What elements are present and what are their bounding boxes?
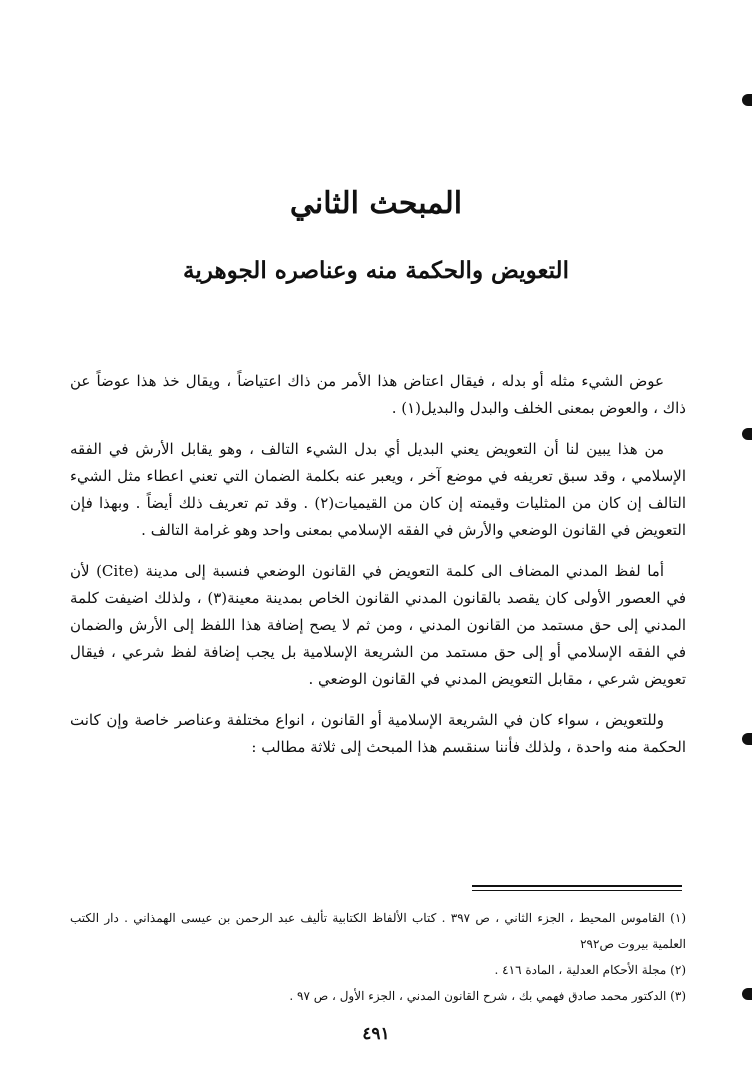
section-title: التعويض والحكمة منه وعناصره الجوهرية: [183, 257, 569, 284]
paragraph-4: وللتعويض ، سواء كان في الشريعة الإسلامية أو القانون ، انواع مختلفة وعناصر خاصة وإن كانت الحكمة منه واحدة ، ولذلك فأننا سنقسم هذا المبحث إلى ثلاثة مطالب :: [70, 711, 686, 756]
scan-edge-mark: [742, 94, 752, 106]
scan-edge-mark: [742, 428, 752, 440]
paragraph-2: من هذا يبين لنا أن التعويض يعني البديل أي بدل الشيء التالف ، وهو يقابل الأرش في الفقه الإسلامي ، وقد سبق تعريفه في موضع آخر ، ويعبر عنه بكلمة الضمان التي تعني اعطاء مثل الشيء التالف إن كان من المثليات وقيمته إن كان من القيميات(٢) . وقد تم تعريف ذلك أيضاً . وبهذا فإن التعويض في القانون الوضعي والأرش في الفقه الإسلامي بمعنى واحد وهو غرامة التالف .: [70, 440, 687, 539]
footnote-2: (٢) مجلة الأحكام العدلية ، المادة ٤١٦ .: [494, 963, 686, 977]
chapter-title: المبحث الثاني: [289, 186, 463, 221]
paragraph-3: أما لفظ المدني المضاف الى كلمة التعويض في القانون الوضعي فنسبة إلى مدينة (Cite) لأن في العصور الأولى كان يقصد بالقانون المدني القانون الخاص بمدينة معينة(٣) ، ولذلك اضيفت كلمة المدني إلى حق مستمد من القانون المدني ، ومن ثم لا يصح إضافة هذا اللفظ إلى الأرش والضمان في الفقه الإسلامي أو إلى حق مستمد من الشريعة الإسلامية بل يجب إضافة لفظ شرعي ، فيقال تعويض شرعي ، مقابل التعويض المدني في القانون الوضعي .: [70, 562, 686, 688]
footnotes: [70, 905, 686, 1009]
footnote-1: (١) القاموس المحيط ، الجزء الثاني ، ص ٣٩٧ . كتاب الألفاظ الكتابية تأليف عبد الرحمن بن عيسى الهمذاني . دار الكتب العلمية بيروت ص٢٩٢: [70, 911, 686, 951]
page-number: ٤٩١: [362, 1024, 390, 1044]
footnote-divider: [472, 885, 682, 887]
scan-edge-mark: [742, 988, 752, 1000]
footnote-divider-thin: [472, 890, 682, 891]
body-text: [70, 368, 686, 775]
scan-edge-mark: [742, 733, 752, 745]
paragraph-1: عوض الشيء مثله أو بدله ، فيقال اعتاض هذا الأمر من ذاك اعتياضاً ، ويقال خذ هذا عوضاً عن ذاك ، والعوض بمعنى الخلف والبدل والبديل(١) .: [70, 372, 686, 417]
footnote-3: (٣) الدكتور محمد صادق فهمي بك ، شرح القانون المدني ، الجزء الأول ، ص ٩٧ .: [289, 989, 686, 1003]
